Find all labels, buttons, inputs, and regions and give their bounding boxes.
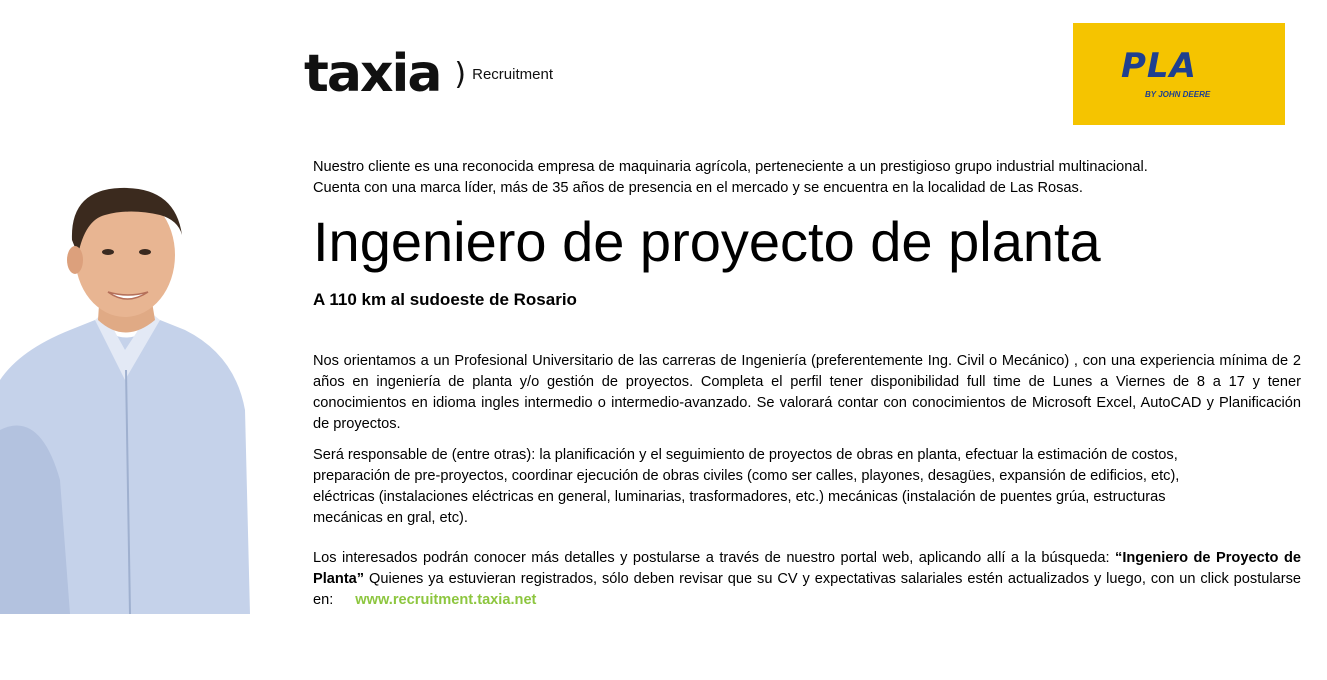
taxia-logo-paren: )	[454, 56, 467, 92]
apply-url-link[interactable]: www.recruitment.taxia.net	[355, 592, 537, 608]
profile-paragraph: Nos orientamos a un Profesional Universitario de las carreras de Ingeniería (preferentemente Ing. Civil o Mecánico) , con una experiencia mínima de 2 años en ingeniería de planta y/o gestión de proyectos. Completa el perfil tener disponibilidad full time de Lunes a Viernes de 8 a 17 y tener conocimientos en idioma ingles intermedio o intermedio-avanzado. Se valorará contar con conocimientos de Microsoft Excel, AutoCAD y Planificación de proyectos.	[313, 353, 1301, 432]
pla-logo	[1073, 23, 1285, 125]
apply-text-after: Quienes ya estuvieran registrados, sólo deben revisar que su CV y expectativas salariales estén actualizados y luego, con un click postularse en:	[313, 571, 1301, 608]
intro-line: Cuenta con una marca líder, más de 35 años de presencia en el mercado y se encuentra en la localidad de Las Rosas.	[313, 180, 1083, 196]
apply-search-name: “Ingeniero de Proyecto de Planta”	[313, 550, 1301, 587]
intro-paragraph	[313, 157, 1301, 199]
taxia-logo-wordmark: taxia	[304, 44, 441, 104]
responsibilities-line: Será responsable de (entre otras): la planificación y el seguimiento de proyectos de obras en planta, efectuar la estimación de costos,	[313, 447, 1178, 463]
apply-text-before: Los interesados podrán conocer más detalles y postularse a través de nuestro portal web, aplicando allí a la búsqueda:	[313, 550, 1116, 566]
taxia-logo	[304, 46, 553, 102]
job-location: A 110 km al sudoeste de Rosario	[313, 290, 577, 309]
candidate-photo	[0, 180, 250, 614]
job-title: Ingeniero de proyecto de planta	[313, 210, 1101, 273]
responsibilities-paragraph	[313, 445, 1301, 529]
responsibilities-line: preparación de pre-proyectos, coordinar ejecución de obras civiles (como ser calles, playones, desagües, expansión de edificios, etc),	[313, 468, 1180, 484]
taxia-logo-subtitle: Recruitment	[472, 65, 553, 83]
pla-logo-subtitle: BY JOHN DEERE	[1145, 90, 1211, 99]
apply-paragraph	[313, 548, 1301, 611]
intro-line: Nuestro cliente es una reconocida empresa de maquinaria agrícola, perteneciente a un prestigioso grupo industrial multinacional.	[313, 159, 1148, 175]
pla-logo-mark: PLA	[1121, 46, 1197, 86]
responsibilities-line: eléctricas (instalaciones eléctricas en general, luminarias, trasformadores, etc.) mecánicas (instalación de puentes grúa, estructuras	[313, 489, 1166, 505]
responsibilities-line: mecánicas en gral, etc).	[313, 510, 468, 526]
